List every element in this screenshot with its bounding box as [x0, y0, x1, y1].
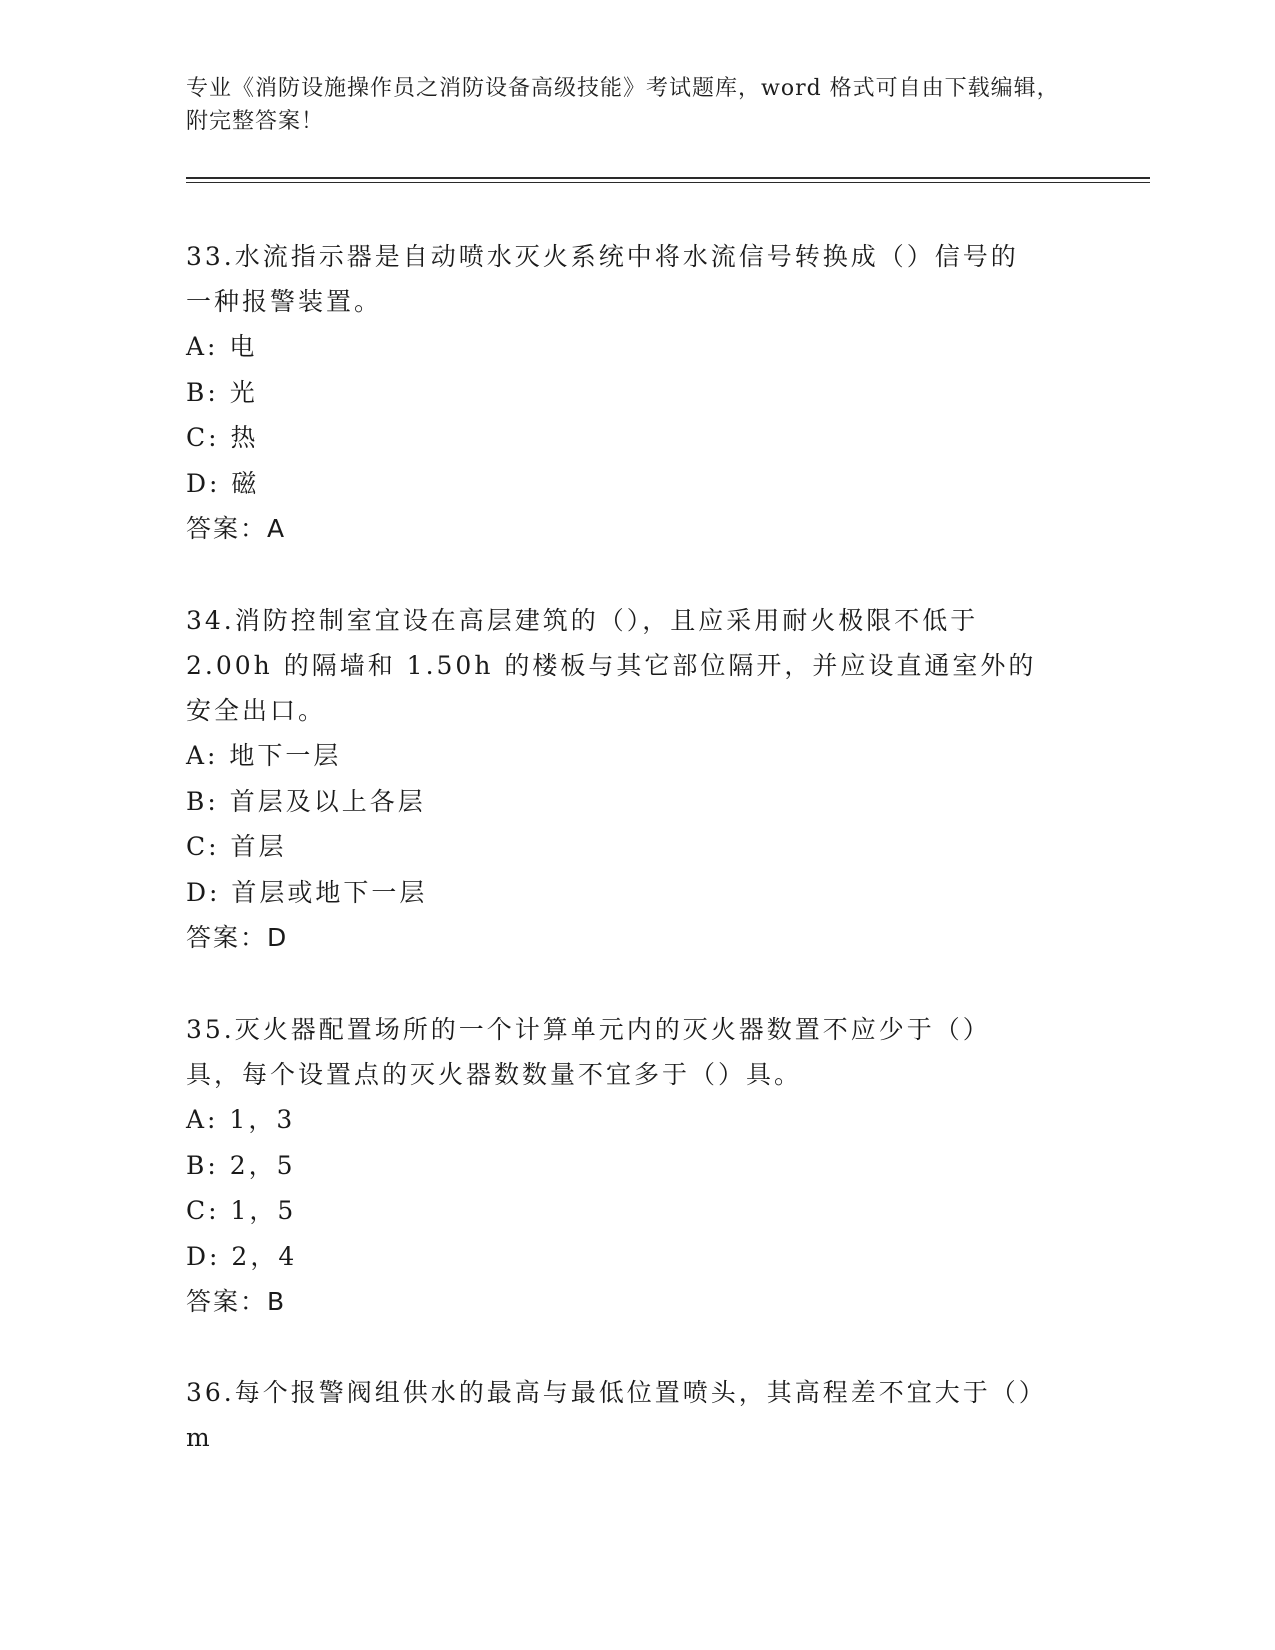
answer-label: 答案：D: [186, 923, 289, 952]
option-b: B: 2，5: [186, 1150, 296, 1180]
question-36: [186, 1370, 1086, 1460]
option-c: C: 首层: [186, 832, 287, 861]
option-c: C: 热: [186, 423, 259, 452]
answer-label: 答案：A: [186, 514, 287, 543]
header-divider-thick: [186, 177, 1150, 179]
option-a: A: 1，3: [186, 1105, 296, 1134]
question-text: 34.消防控制室宜设在高层建筑的（），且应采用耐火极限不低于 2.00h 的隔墙和 1.50h 的楼板与其它部位隔开，并应设直通室外的安全出口。: [186, 606, 1037, 725]
option-b: B: 首层及以上各层: [186, 786, 426, 816]
answer-label: 答案：B: [186, 1287, 287, 1316]
question-35: [186, 1007, 1086, 1324]
document-intro: 专业《消防设施操作员之消防设备高级技能》考试题库，word 格式可自由下载编辑，附完整答案！: [186, 76, 1060, 134]
option-d: D: 磁: [186, 468, 260, 498]
question-text: 33.水流指示器是自动喷水灭火系统中将水流信号转换成（）信号的一种报警装置。: [186, 242, 1019, 316]
header-divider-thin: [186, 182, 1150, 183]
question-33: [186, 234, 1086, 551]
question-text: 35.灭火器配置场所的一个计算单元内的灭火器数置不应少于（）具，每个设置点的灭火器数数量不宜多于（）具。: [186, 1015, 991, 1089]
option-a: A: 地下一层: [186, 741, 342, 770]
question-text: 36.每个报警阀组供水的最高与最低位置喷头，其高程差不宜大于（）m: [186, 1378, 1035, 1452]
question-34: [186, 598, 1086, 960]
option-a: A: 电: [186, 332, 258, 361]
option-d: D: 首层或地下一层: [186, 877, 428, 907]
option-d: D: 2，4: [186, 1241, 298, 1271]
option-b: B: 光: [186, 377, 258, 407]
option-c: C: 1，5: [186, 1196, 297, 1225]
